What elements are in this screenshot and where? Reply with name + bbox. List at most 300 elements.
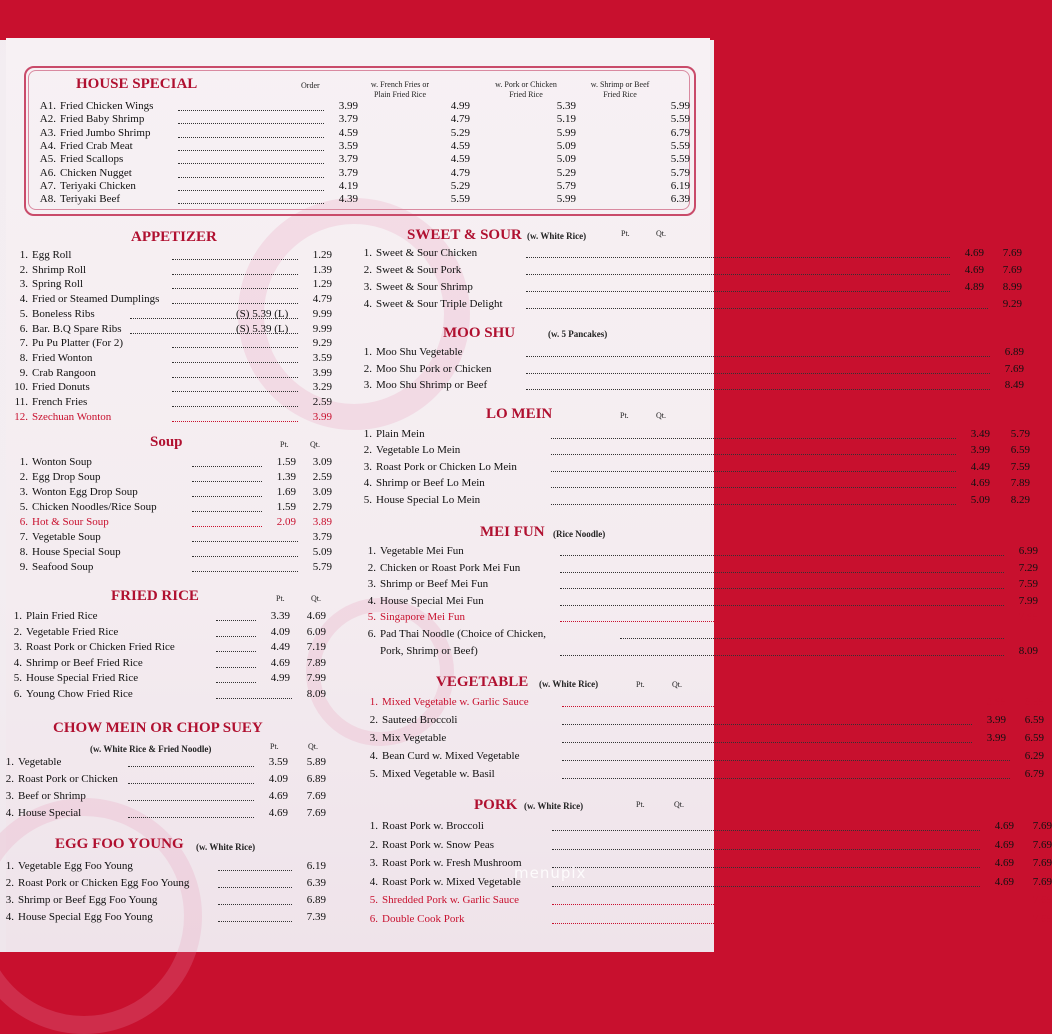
item-price: 5.59	[450, 193, 470, 206]
dot-leader	[172, 367, 298, 378]
item-number: 9.	[19, 366, 28, 379]
item-name: Shrimp or Beef Mei Fun	[380, 578, 489, 591]
menu-item	[6, 531, 332, 545]
column-header: Pt.	[270, 742, 279, 751]
item-name: Roast Pork w. Mixed Vegetable	[382, 875, 521, 888]
dot-leader	[178, 153, 324, 164]
menu-item	[0, 877, 326, 891]
menu-item	[0, 688, 326, 702]
item-price: 7.69	[306, 790, 326, 802]
dot-leader	[526, 281, 950, 292]
dot-leader	[172, 264, 298, 275]
item-name: Fried or Steamed Dumplings	[32, 293, 160, 306]
item-price: 7.39	[306, 911, 326, 923]
item-number: 2.	[19, 263, 28, 276]
menu-item	[0, 641, 326, 655]
item-price: 7.89	[306, 656, 326, 669]
item-price: 5.79	[556, 179, 576, 192]
item-price: 4.69	[994, 857, 1014, 869]
item-price: 5.79	[670, 166, 690, 179]
item-name: Sweet & Sour Pork	[376, 264, 462, 276]
dot-leader	[192, 561, 298, 572]
item-number: 9.	[19, 561, 28, 573]
menu-item	[0, 672, 326, 686]
item-name: Spring Roll	[32, 278, 84, 291]
dot-leader	[178, 127, 324, 138]
item-price: 5.29	[556, 166, 576, 179]
dot-leader	[216, 610, 256, 621]
menu-item	[6, 249, 332, 263]
item-name: Teriyaki Chicken	[60, 179, 136, 192]
menu-item	[34, 100, 690, 114]
item-price: 6.99	[1018, 545, 1038, 557]
item-price: 6.19	[670, 179, 690, 192]
section-title: APPETIZER	[131, 229, 217, 245]
item-price: 8.09	[1018, 644, 1038, 657]
dot-leader	[526, 363, 990, 374]
item-price: 5.59	[670, 113, 690, 126]
dot-leader	[552, 913, 1018, 924]
item-number: 5.	[19, 307, 28, 320]
item-price: 6.19	[306, 860, 326, 872]
item-number: 4.	[13, 656, 22, 669]
dot-leader	[192, 471, 262, 482]
item-number: 1.	[369, 696, 378, 708]
item-price: 9.99	[312, 322, 332, 335]
dot-leader	[552, 876, 980, 887]
item-name: Pad Thai Noodle (Choice of Chicken,	[380, 628, 546, 640]
menu-item	[350, 493, 1030, 508]
item-size-price: (S) 5.39 (L)	[236, 307, 289, 320]
menu-item	[350, 264, 1022, 278]
item-name: Shrimp or Beef Egg Foo Young	[18, 894, 158, 906]
dot-leader	[552, 857, 980, 868]
item-name: Fried Donuts	[32, 381, 90, 394]
dot-leader	[128, 756, 254, 767]
item-name: Moo Shu Pork or Chicken	[376, 362, 492, 375]
item-number: 1.	[367, 545, 376, 557]
item-number: 7.	[19, 531, 28, 543]
item-number: 4.	[363, 477, 372, 490]
menu-item	[6, 501, 332, 515]
item-price: 7.19	[306, 641, 326, 653]
item-number: 2.	[369, 838, 378, 851]
item-name: House Special	[18, 807, 82, 819]
section-title: CHOW MEIN OR CHOP SUEY	[53, 720, 263, 736]
item-price: 4.69	[306, 610, 326, 622]
section-title: LO MEIN	[486, 406, 553, 422]
menu-item	[356, 750, 1044, 764]
column-header: w. French Fries or Plain Fried Rice	[370, 80, 430, 99]
dot-leader	[192, 486, 262, 497]
item-price: 4.59	[450, 139, 470, 152]
column-header: Qt.	[656, 229, 666, 238]
item-price: 3.99	[986, 696, 1006, 708]
menu-item	[34, 193, 690, 207]
menu-item	[6, 381, 332, 395]
dot-leader	[172, 396, 298, 407]
dot-leader	[552, 820, 980, 831]
item-number: A7.	[39, 179, 56, 192]
dot-leader	[526, 298, 988, 309]
item-price: 6.39	[670, 193, 690, 206]
menu-item	[0, 790, 326, 804]
dot-leader	[526, 379, 990, 390]
item-number: 5.	[13, 672, 22, 684]
menu-item	[6, 516, 332, 530]
item-price: 3.79	[338, 166, 358, 179]
item-price: 5.29	[450, 126, 470, 139]
item-price: 3.79	[312, 531, 332, 543]
item-name: Roast Pork or Chicken Lo Mein	[376, 460, 517, 473]
section-subtitle: (w. 5 Pancakes)	[548, 329, 608, 339]
item-price: 8.99	[1002, 281, 1022, 293]
item-price: 3.99	[970, 444, 990, 457]
column-header: Pt.	[621, 229, 630, 238]
menu-item	[350, 247, 1022, 261]
item-number: 2.	[363, 444, 372, 457]
item-price: 4.99	[270, 672, 290, 684]
dot-leader	[172, 352, 298, 363]
item-number: 1.	[5, 860, 14, 872]
menu-item	[356, 838, 1052, 853]
item-number: 2.	[369, 714, 378, 726]
item-number: 3.	[363, 281, 372, 293]
item-number: 3.	[5, 894, 14, 906]
dot-leader	[551, 494, 956, 505]
dot-leader	[526, 247, 950, 258]
item-number: 1.	[369, 820, 378, 832]
column-header: Qt.	[311, 594, 321, 603]
dot-leader	[192, 516, 262, 527]
item-number: 4.	[5, 911, 14, 923]
menu-item	[0, 807, 326, 821]
item-price: 3.59	[268, 756, 288, 768]
menu-item	[350, 460, 1030, 475]
item-price: 9.29	[1002, 298, 1022, 310]
item-price: 4.69	[994, 838, 1014, 851]
item-price: 5.09	[970, 493, 990, 506]
item-price: 3.59	[338, 139, 358, 152]
item-number: 1.	[363, 428, 372, 440]
item-name: Roast Pork or Chicken	[18, 773, 118, 785]
item-name: House Special Soup	[32, 546, 121, 558]
item-price: 5.09	[556, 153, 576, 166]
menu-item	[350, 298, 1022, 312]
item-price: 7.29	[1018, 561, 1038, 574]
item-price: 2.59	[312, 396, 332, 408]
item-price: 4.69	[994, 875, 1014, 888]
item-number: 3.	[19, 278, 28, 291]
item-number: 3.	[5, 790, 14, 802]
item-number: A6.	[39, 166, 56, 179]
item-price: 5.19	[556, 113, 576, 126]
item-number: 5.	[19, 501, 28, 513]
item-name: Boneless Ribs	[32, 307, 95, 320]
item-number: 12.	[14, 410, 28, 423]
item-number: 1.	[19, 249, 28, 261]
item-name: Wonton Soup	[32, 456, 92, 468]
item-name: House Special Mei Fun	[380, 594, 484, 607]
section-subtitle: (Rice Noodle)	[553, 529, 606, 539]
item-price: 4.69	[268, 790, 288, 802]
item-price: 6.89	[1004, 346, 1024, 358]
item-name: Vegetable Lo Mein	[376, 444, 461, 457]
item-name: Roast Pork w. Snow Peas	[382, 838, 495, 851]
item-name: Shredded Pork w. Garlic Sauce	[382, 894, 520, 906]
item-price: 7.69	[1032, 875, 1052, 888]
item-name: Moo Shu Shrimp or Beef	[376, 379, 488, 391]
item-price: 3.29	[312, 381, 332, 394]
item-name: Seafood Soup	[32, 561, 94, 573]
item-number: 6.	[19, 516, 28, 528]
dot-leader	[192, 501, 262, 512]
menu-item	[0, 894, 326, 908]
item-price: 7.99	[306, 672, 326, 684]
dot-leader	[562, 714, 972, 725]
item-price: 4.69	[970, 477, 990, 490]
item-number: A4.	[39, 139, 56, 152]
item-name: Mix Vegetable	[382, 732, 447, 744]
item-price: 3.39	[270, 610, 290, 622]
dot-leader	[551, 428, 956, 439]
dot-leader	[172, 293, 298, 304]
item-number: 4.	[363, 298, 372, 310]
section-title: MOO SHU	[443, 325, 516, 341]
column-header: Pt.	[636, 680, 645, 689]
item-number: 1.	[363, 346, 372, 358]
menu-item	[0, 626, 326, 640]
item-price: 4.69	[964, 247, 984, 259]
dot-leader	[552, 894, 1018, 905]
item-price: 7.69	[1004, 362, 1024, 375]
item-price: 1.29	[312, 278, 332, 291]
item-price: 3.09	[312, 486, 332, 498]
item-number: 1.	[5, 756, 14, 768]
menu-item	[354, 594, 1038, 609]
item-name: Roast Pork w. Fresh Mushroom	[382, 857, 522, 869]
item-number: A5.	[39, 153, 56, 166]
item-price: 7.89	[1010, 477, 1030, 490]
menu-item	[350, 362, 1024, 377]
dot-leader	[562, 732, 972, 743]
item-number: A1.	[39, 100, 56, 112]
item-price: 4.79	[450, 113, 470, 126]
dot-leader	[562, 768, 1010, 779]
item-number: 5.	[369, 894, 378, 906]
item-name: House Special Lo Mein	[376, 493, 481, 506]
red-background-top	[0, 0, 714, 40]
menu-item	[6, 471, 332, 485]
item-price: 3.79	[338, 113, 358, 126]
dot-leader	[128, 790, 254, 801]
dot-leader	[178, 193, 324, 204]
dot-leader	[172, 278, 298, 289]
item-number: A8.	[39, 193, 56, 206]
item-number: 2.	[19, 471, 28, 483]
menu-item	[6, 351, 332, 366]
item-number: 3.	[363, 460, 372, 473]
menu-item	[6, 561, 332, 575]
dot-leader	[526, 264, 950, 275]
menu-item	[6, 456, 332, 470]
dot-leader	[218, 877, 292, 888]
menu-item	[350, 477, 1030, 491]
item-number: 1.	[363, 247, 372, 259]
item-name: Fried Chicken Wings	[60, 100, 154, 112]
menu-item	[6, 546, 332, 560]
item-price: 4.39	[338, 193, 358, 206]
menu-item	[34, 113, 690, 127]
item-price: 7.99	[1018, 611, 1038, 624]
item-name: Plain Mein	[376, 428, 425, 440]
menu-item	[350, 428, 1030, 442]
item-price: 1.29	[312, 249, 332, 261]
item-name: Pork, Shrimp or Beef)	[380, 644, 478, 657]
menu-item	[0, 657, 326, 671]
menu-item	[6, 337, 332, 351]
item-price: 6.59	[1010, 444, 1030, 457]
menu-item	[0, 773, 326, 787]
item-price: 4.69	[994, 820, 1014, 832]
item-name: Roast Pork w. Broccoli	[382, 820, 484, 832]
item-number: 6.	[13, 687, 22, 700]
menu-item	[0, 756, 326, 770]
item-name: Pu Pu Platter (For 2)	[32, 337, 124, 350]
dot-leader	[218, 894, 292, 905]
item-name: Chicken or Roast Pork Mei Fun	[380, 561, 521, 574]
item-price: 4.69	[964, 264, 984, 276]
item-price: 7.69	[1032, 857, 1052, 869]
item-number: 5.	[363, 493, 372, 506]
item-price: 4.69	[268, 807, 288, 819]
item-number: 3.	[19, 486, 28, 498]
item-number: 6.	[19, 322, 28, 335]
menu-item	[350, 281, 1022, 295]
item-name: Fried Crab Meat	[60, 139, 133, 152]
item-name: Sauteed Broccoli	[382, 714, 458, 726]
dot-leader	[216, 641, 256, 652]
dot-leader	[178, 180, 324, 191]
section-subtitle: (w. White Rice)	[196, 842, 256, 852]
section-title: PORK	[474, 797, 518, 813]
item-price: 3.99	[338, 100, 358, 112]
item-price: 1.39	[276, 471, 296, 483]
item-price: 4.09	[268, 773, 288, 785]
item-price: 7.69	[1002, 264, 1022, 276]
dot-leader	[560, 545, 1004, 556]
dot-leader	[560, 645, 1004, 656]
dot-leader	[218, 860, 292, 871]
dot-leader	[560, 578, 1004, 589]
item-name: Vegetable Soup	[32, 531, 101, 543]
item-price: 7.59	[1018, 578, 1038, 591]
item-name: Sweet & Sour Shrimp	[376, 281, 473, 293]
item-name: Crab Rangoon	[32, 366, 96, 379]
menu-item	[354, 561, 1038, 576]
item-name: Hot & Sour Soup	[32, 516, 109, 528]
section-subtitle: (w. White Rice)	[524, 801, 584, 811]
item-number: 3.	[369, 857, 378, 869]
item-number: 6.	[369, 912, 378, 925]
section-title: FRIED RICE	[111, 588, 199, 604]
menu-item	[356, 894, 1052, 908]
column-header: Qt.	[310, 440, 320, 449]
item-name: Egg Drop Soup	[32, 471, 101, 483]
item-number: 10.	[14, 381, 28, 394]
dot-leader	[551, 461, 956, 472]
item-price: 6.09	[306, 625, 326, 638]
dot-leader	[216, 626, 256, 637]
item-name: Moo Shu Vegetable	[376, 346, 463, 358]
item-name: House Special Fried Rice	[26, 672, 139, 684]
item-number: 4.	[367, 594, 376, 607]
item-price: 4.49	[270, 641, 290, 653]
item-name: Chicken Noodles/Rice Soup	[32, 501, 157, 513]
column-header: w. Pork or Chicken Fried Rice	[495, 80, 557, 99]
item-price: 9.29	[312, 337, 332, 350]
item-number: 2.	[13, 625, 22, 638]
item-number: 2.	[363, 264, 372, 276]
menu-item	[354, 628, 684, 642]
item-price: 2.79	[312, 501, 332, 513]
item-name: Fried Wonton	[32, 351, 93, 364]
dot-leader	[526, 346, 990, 357]
menu-item	[354, 578, 1038, 592]
menu-item	[6, 486, 332, 500]
item-price: 4.79	[450, 166, 470, 179]
item-name: Bean Curd w. Mixed Vegetable	[382, 750, 520, 762]
item-name: Mixed Vegetable w. Garlic Sauce	[382, 696, 529, 708]
item-name: Fried Scallops	[60, 153, 124, 166]
item-name: Fried Baby Shrimp	[60, 113, 145, 126]
menu-item	[6, 293, 332, 307]
menu-item	[356, 912, 1052, 927]
menu-item	[6, 396, 332, 410]
item-name: Teriyaki Beef	[60, 193, 121, 206]
item-price: 6.79	[670, 126, 690, 139]
dot-leader	[192, 531, 298, 542]
menu-item	[356, 768, 1044, 782]
column-header: Order	[301, 81, 320, 90]
item-name: Roast Pork or Chicken Egg Foo Young	[18, 877, 190, 889]
menu-item	[354, 545, 1038, 559]
dot-leader	[560, 562, 1004, 573]
dot-leader	[192, 456, 262, 467]
column-header: Qt.	[308, 742, 318, 751]
item-name: Young Chow Fried Rice	[26, 687, 133, 700]
item-price: 8.49	[1004, 379, 1024, 391]
dot-leader	[172, 337, 298, 348]
item-price: 3.89	[312, 516, 332, 528]
dot-leader	[128, 807, 254, 818]
dot-leader	[216, 688, 292, 699]
item-price: 5.09	[312, 546, 332, 558]
dot-leader	[551, 477, 956, 488]
menu-item	[350, 346, 1024, 360]
item-number: 4.	[19, 293, 28, 306]
item-price: 5.29	[450, 179, 470, 192]
dot-leader	[216, 657, 256, 668]
section-title: HOUSE SPECIAL	[76, 76, 198, 92]
item-number: 7.	[19, 337, 28, 350]
item-name: Beef or Shrimp	[18, 790, 86, 802]
item-number: 5.	[367, 611, 376, 624]
item-price: 1.59	[276, 501, 296, 513]
column-header: w. Shrimp or Beef Fried Rice	[590, 80, 650, 99]
item-number: 3.	[367, 578, 376, 591]
item-price: 3.99	[986, 732, 1006, 744]
